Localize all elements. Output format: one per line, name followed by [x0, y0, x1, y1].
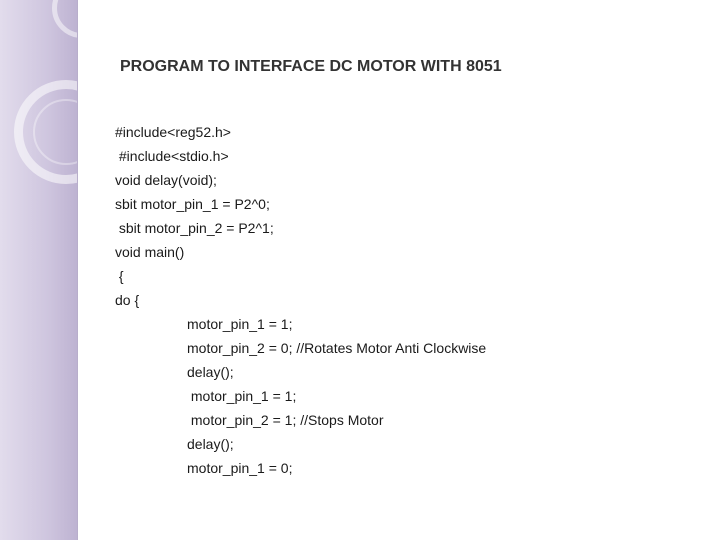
- code-line: {: [115, 268, 124, 284]
- code-line: delay();: [187, 436, 234, 452]
- code-line: #include<reg52.h>: [115, 124, 231, 140]
- code-line: delay();: [187, 364, 234, 380]
- code-line: #include<stdio.h>: [115, 148, 229, 164]
- code-line: sbit motor_pin_1 = P2^0;: [115, 196, 270, 212]
- code-line: void main(): [115, 244, 185, 260]
- code-line: motor_pin_1 = 0;: [187, 460, 293, 476]
- code-line: motor_pin_2 = 1; //Stops Motor: [187, 412, 384, 428]
- slide-title: PROGRAM TO INTERFACE DC MOTOR WITH 8051: [120, 58, 502, 75]
- code-line: motor_pin_2 = 0; //Rotates Motor Anti Clockwise: [187, 340, 487, 356]
- code-line: sbit motor_pin_2 = P2^1;: [115, 220, 274, 236]
- code-line: motor_pin_1 = 1;: [187, 388, 297, 404]
- code-line: do {: [115, 292, 140, 308]
- code-line: void delay(void);: [115, 172, 217, 188]
- code-line: motor_pin_1 = 1;: [187, 316, 293, 332]
